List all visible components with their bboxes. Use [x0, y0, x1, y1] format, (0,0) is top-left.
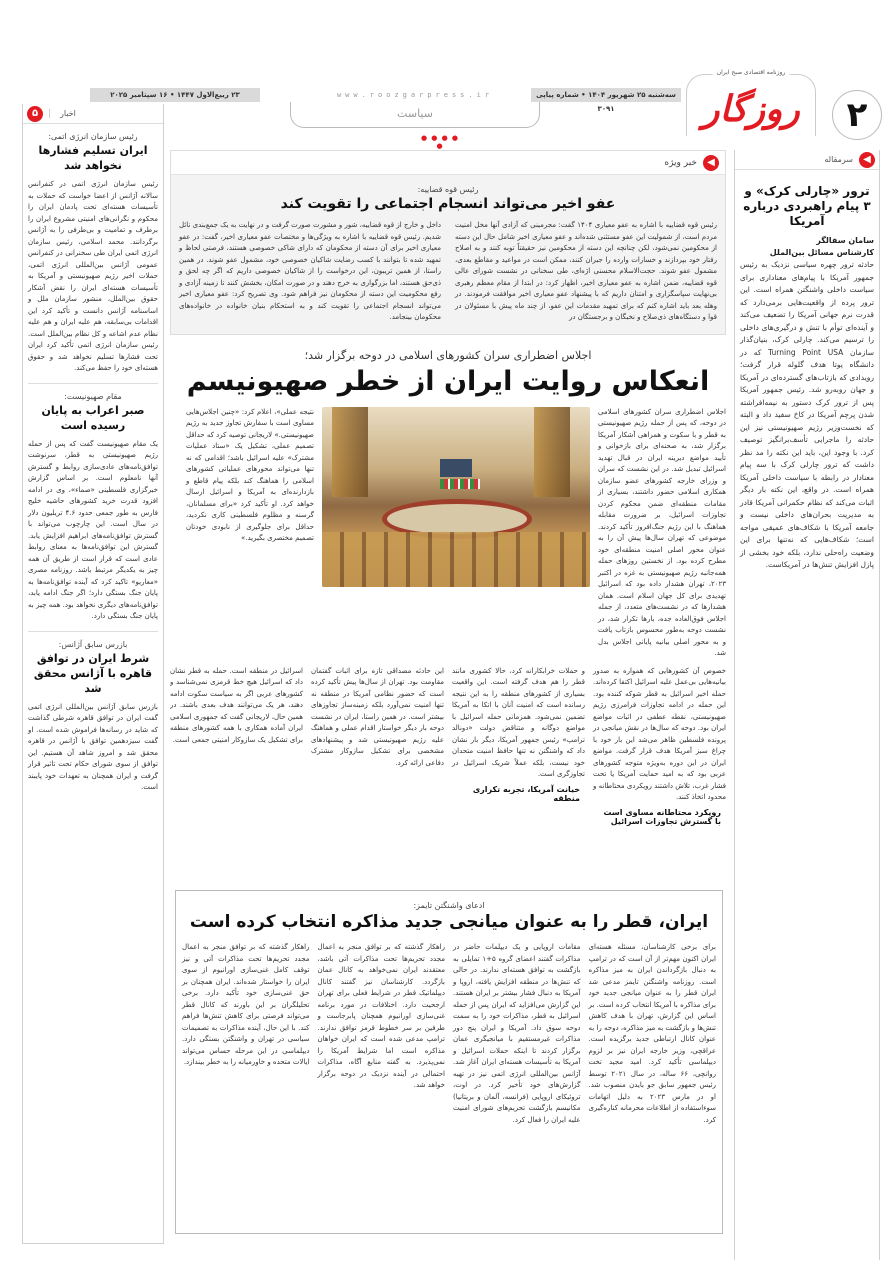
editorial-column: [734, 150, 880, 1260]
lead-title[interactable]: انعکاس روایت ایران از خطر صهیونیسم: [186, 365, 710, 397]
article-title[interactable]: شرط ایران در توافق قاهره با آژانس محقق شد: [33, 651, 153, 695]
bottom-col: راهکار گذشته که بر توافق منجر به اعمال مجدد تحریم‌ها تحت مذاکرات آتی باشد، معتقدند ایران نمی‌خواهد به کانال عمان بازگردد. کارشناسان نیز گفتند کانال دیپلماتیک قطر در شرایط فعلی برای تهران ارجحیت دارد. اختلافات در مورد برنامه غنی‌سازی اورانیوم همچنان پابرجاست و طرفین بر سر خطوط قرمز توافق ندارند. ترامپ مدعی شده است که ایران خواهان مذاکره است اما شرایط آمریکا را نمی‌پذیرد. به گفته منابع آگاه، مذاکرات احتمالی در آینده نزدیک در دوحه برگزار خواهد شد.: [317, 943, 445, 1089]
website-url[interactable]: www.roozgarpress.ir: [336, 91, 494, 99]
featured-body: [171, 220, 725, 334]
photo-screen: [440, 459, 472, 477]
bottom-story-box: [175, 890, 723, 1234]
page-number: ۲: [832, 90, 882, 140]
author-name: سامان سفالگر: [816, 236, 874, 245]
bottom-title[interactable]: ایران، قطر را به عنوان میانجی جدید مذاکره انتخاب کرده است: [189, 912, 709, 932]
news-article[interactable]: [23, 640, 163, 794]
news-column-header: [23, 104, 163, 124]
divider: [28, 631, 158, 632]
bottom-col: برای برخی کارشناسان، مسئله هسته‌ای ایران اکنون مهم‌تر از آن است که در ترامپ به دنبال بازگرداندن ایران به میز مذاکره است. روزنامه واشنگتن تایمز مدعی شد ایران قطر را به عنوان میانجی جدید خود برای مذاکره با آمریکا انتخاب کرده است. بر اساس این گزارش، تهران با هدف کاهش تنش‌ها و بازگشت به میز مذاکره، دوحه را به عنوان کانال ارتباطی جدید برگزیده است. عراقچی، وزیر خارجه ایران نیز بر لزوم دیپلماسی تأکید کرد. امید مجید تخت روانچی، ۶۶ ساله، در سال ۲۰۲۱ توسط رئیس جمهور سابق جو بایدن منصوب شد. او در مارس ۲۰۲۳ به دلیل اتهامات سوءاستفاده از اطلاعات محرمانه کناره‌گیری کرد.: [588, 943, 716, 1124]
editorial-header: [735, 150, 879, 170]
lead-col-right: اجلاس اضطراری سران کشورهای اسلامی در دوحه، که پس از حمله رژیم صهیونیستی به قطر و با سکوت و همراهی آشکار آمریکا برگزار شد، به صحنه‌ای برای بازخوانی و تأیید مواضع دیرینه ایران در قبال تهدید اسرائیل تبدیل شد. در این نشست که سران و وزرای خارجه کشورهای عضو سازمان همکاری اسلامی حضور داشتند، بسیاری از مقامات منطقه‌ای ضمن محکوم کردن تجاوزات اسرائیل، بر ضرورت مقابله هماهنگ با این رژیم جنگ‌افروز تأکید کردند. موضوعی که تهران سال‌ها پیش آن را به عنوان محور اصلی امنیت منطقه‌ای خود مطرح کرده بود. از نخستین روزهای حمله همه‌جانبه رژیم صهیونیستی به غزه در اکتبر ۲۰۲۳، تهران هشدار داده بود که اسرائیل تهدیدی برای کل جهان اسلام است. همان هشدارها که در نشست‌های متعدد، از جمله اجلاس فوق‌العاده جده، بارها تکرار شد، در نشست دوحه به‌طور محسوس بازتاب یافت و به محور اصلی بیانیه پایانی اجلاس بدل شد.: [598, 407, 726, 657]
bottom-body: [176, 942, 722, 1126]
featured-label: خبر ویژه: [664, 157, 697, 168]
news-article[interactable]: [23, 132, 163, 375]
bottom-col: مقامات اروپایی و یک دیپلمات حاضر در مذاکرات گفتند اعضای گروه ۵+۱ تمایلی به بازگشت به توافق هسته‌ای ندارند. در حالی که تنش‌ها در منطقه افزایش یافته، اروپا و آمریکا به دنبال فشار بیشتر بر ایران هستند. این گزارش می‌افزاید که ایران پس از حمله اسرائیل به قطر، مذاکرات خود را به سمت دوحه سوق داد. آمریکا و ایران پنج دور مذاکرات غیرمستقیم با میانجیگری عمان برگزار کردند تا اینکه حملات اسرائیل و آمریکا به تأسیسات هسته‌ای ایران آغاز شد. آژانس بین‌المللی انرژی اتمی نیز در تهیه گزارش‌های خود تأخیر کرد. در اوت، تروئیکای اروپایی (فرانسه، آلمان و بریتانیا) مکانیسم بازگشت تحریم‌های شورای امنیت علیه ایران را فعال کرد.: [453, 943, 581, 1124]
article-body: یک مقام صهیونیست گفت که پس از حمله رژیم صهیونیستی به قطر، سرنوشت توافق‌نامه‌های عادی‌سازی روابط و گسترش آنها نامعلوم است. بر اساس گزارش خبرگزاری فلسطینی «صماء»، وی در ادامه افزود قدرت خرید کشورهای حاشیه خلیج فارس به طور جمعی حدود ۴.۶ تریلیون دلار در سال است. این چارچوب می‌تواند با گسترش توافق‌نامه‌های ابراهیم افزایش یابد. گسترش این توافق‌نامه‌ها به معنای روابط عادی است که قرار است از طریق آن همه چیز به یکدیگر مرتبط باشد. روزنامه مصری «معاریو» تاکید کرد که آینده توافق‌نامه‌ها به پایان جنگ بستگی دارد؛ اگر جنگ ادامه یابد، توافق‌نامه‌های دیگری نخواهد بود. همه چیز به پایان جنگ بستگی دارد.: [28, 439, 158, 620]
bottom-kicker: ادعای واشنگتن تایمز:: [413, 901, 485, 910]
article-title[interactable]: صبر اعراب به پایان رسیده است: [41, 403, 145, 432]
featured-body-left: داخل و خارج از قوه قضاییه، شور و مشورت صورت گرفت و در نهایت به یک جمع‌بندی نائل شدیم. رئیس قوه قضاییه با اشاره به ویژگی‌ها و مختصات عفو معیاری اخیر، گفت: در عفو معیاری اخیر برای آن دسته از محکومان که دارای شاکی خصوصی هستند، فرصتی لحاظ و تمهید شده تا بتوانند با کسب رضایت شاکیان خصوصی خود، مشمول عفو شوند. در همین راستا، از همین تریبون، این درخواست را از شاکیان خصوصی داریم که اگر چه لحق و ذی‌حق هستند، اما بزرگواری به خرج دهند و در صورت امکان، بخشش کنند تا زمینه آزادی و رفع محکومیت این دسته از محکومان نیز فراهم شود. وی تصریح کرد: عفو معیاری اخیر می‌تواند انسجام اجتماعی را تقویت کند و به استحکام بنیان خانواده در خانواده‌های محکومان بینجامد.: [179, 221, 441, 321]
editorial-label: سرمقاله: [824, 155, 853, 164]
lead-col-left-top: نتیجه عملی»، اعلام کرد: «چنین اجلاس‌هایی مساوی است با سفارش تجاوز جدید به رژیم صهیونیستی.» لاریجانی توصیه کرد که حداقل تصمیم عملی، تشکیل یک «ستاد عملیات مشترک» علیه اسرائیل باشد؛ اقدامی که نه تنها می‌تواند محورهای عملیاتی کشورهای اسلامی را هماهنگ کند بلکه پیام قاطع و بازدارنده‌ای به آمریکا و اسرائیل ارسال خواهد کرد. او تأکید کرد «برای مسلمانان، گرسنه و مظلوم فلسطینی کاری نکردید، حداقل برای جلوگیری از نابودی خودتان تصمیم مختصری بگیرید.»: [186, 407, 314, 542]
article-kicker: مقام صهیونیست:: [64, 391, 122, 401]
section-title[interactable]: سیاست: [290, 102, 540, 128]
article-body: رئیس سازمان انرژی اتمی در کنفرانس سالانه آژانس از اعضا خواست که حملات به تأسیسات هسته‌ای تحت پادمان ایران را محکوم و نگرانی‌های امنیتی مشروع ایران را برطرف و تمامیت و بی‌طرفی را به آژانس برگردانند. محمد اسلامی، رئیس سازمان انرژی اتمی ایران طی سخنرانی در کنفرانس عمومی آژانس بین‌المللی انرژی اتمی، حملات اخیر رژیم صهیونیستی و آمریکا به تأسیسات هسته‌ای ایران را نقض آشکار حقوق بین‌الملل، منشور سازمان ملل و اساسنامه آژانس دانست و تأکید کرد این اقدامات بی‌سابقه، هم علیه ایران و هم علیه نظام عدم اشاعه و کل نظام بین‌الملل است. رئیس سازمان انرژی اتمی تأکید کرد ایران تحت فشارها تسلیم نخواهد شد و حقوق هسته‌ای خود را حفظ می‌کند.: [28, 180, 158, 372]
lead-kicker: اجلاس اضطراری سران کشورهای اسلامی در دوحه برگزار شد؛: [304, 348, 592, 362]
editorial-body: حادثه ترور چهره سیاسی نزدیک به رئیس جمهور آمریکا با پیام‌های معناداری برای سیاست داخلی واشنگتن همراه است. این ترور پرده از واقعیت‌هایی برمی‌دارد که قدرت نرم جهانی آمریکا را تضعیف می‌کند و آینده‌ای توأم با تنش و درگیری‌های داخلی را ترسیم می‌کند. چارلی کرک، بنیان‌گذار سازمان Turning Point USA که در دانشگاه یوتا هدف گلوله قرار گرفت؛ رویدادی که بازتاب‌های گسترده‌ای در آمریکا و جهان روبه‌رو شد. رئیس جمهور آمریکا پس از ترور کرک دستور به نیمه‌افراشته شدن پرچم آمریکا در کاخ سفید داد و البته که نخست‌وزیر رژیم صهیونیستی نیز این حادثه را ماجرایی تأسف‌برانگیز توصیف کرد. با وجود این، باید این نکته را مد نظر داشت که ترور چارلی کرک با سه پیام معنادار در رابطه با سیاست داخلی آمریکا همراه است. در واقع، این نکته بار دیگر اثبات می‌کند که نظام حکمرانی آمریکا قادر به مدیریت بحران‌های داخلی نیست و جامعه آمریکا با شکاف‌های عمیقی مواجه است؛ شکاف‌هایی که نه‌تنها برای این وضعیت راه‌حلی ندارد، بلکه خود بخشی از پازل افزایش تنش‌ها در آمریکاست.: [740, 260, 874, 569]
news-column: [22, 104, 164, 1244]
photo-pillar: [534, 407, 570, 497]
bottom-col: راهکار گذشته که بر توافق منجر به اعمال مجدد تحریم‌ها تحت مذاکرات آتی و نیز توقف کامل غنی‌سازی اورانیوم از سوی ایران را خواستار شده‌اند. ایران همچنان بر حق غنی‌سازی خود تأکید دارد. برخی تحلیلگران بر این باورند که کانال قطر می‌تواند فرصتی برای کاهش تنش‌ها فراهم کند. با این حال، آینده مذاکرات به تصمیمات سیاسی در تهران و واشنگتن بستگی دارد. دیپلماسی در این مرحله حساس می‌تواند ایالات متحده و خاورمیانه را به خطر بیندازد.: [182, 943, 310, 1066]
featured-title[interactable]: عفو اخیر می‌تواند انسجام اجتماعی را تقویت کند: [280, 196, 616, 212]
photo-pillar: [332, 407, 368, 497]
date-info: ۲۳ ربیع‌الاول ۱۴۴۷ • ۱۶ سپتامبر ۲۰۲۵: [90, 88, 260, 102]
featured-kicker: رئیس قوه قضاییه:: [417, 185, 479, 194]
main-column: [170, 150, 726, 936]
lead-col-d: اسرائیل در منطقه است. حمله به قطر نشان داد که اسرائیل هیچ خط قرمزی نمی‌شناسد و کشورهای عربی اگر به سیاست سکوت ادامه دهند، هر یک می‌توانند هدف بعدی باشند. در همین حال، لاریجانی گفت که جمهوری اسلامی ایران آماده همکاری با همه کشورهای منطقه برای تشکیل یک سازوکار امنیتی جمعی است.: [170, 666, 303, 744]
article-body: بازرس سابق آژانس بین‌المللی انرژی اتمی گفت ایران در توافق قاهره شرطی گذاشت که شاید در رسانه‌ها فراموش شده است. او گفت سیزدهمین توافق با آژانس در قاهره محقق شد و امروز شاهد آن هستیم. این توافق از سوی شورای حکام تحت تاثیر قرار گرفت و ایران همچنان به تعهدات خود پایبند است.: [28, 702, 158, 791]
lead-subheading: خیانت آمریکا، تجربه تکراری منطقه: [472, 784, 580, 803]
newspaper-logo[interactable]: روزگار: [702, 89, 800, 130]
featured-arrow-icon: ◀: [703, 155, 719, 171]
lead-col-b: و حملات خرابکارانه کرد، حالا کشوری مانند قطر را هم هدف گرفته است. این واقعیت بسیاری از کشورهای منطقه را به این نتیجه رسانده است که امنیت آنان با اتکا به آمریکا تضمین نمی‌شود. همزمانی حمله اسرائیل با مواضع دوگانه و متناقض دولت «دونالد ترامپ» رئیس جمهور آمریکا، دیگر بار نشان داد که واشنگتن نه تنها حافظ امنیت متحدان خود نیست، بلکه عملاً شریک اسرائیل در تجاوزگری است.: [452, 666, 585, 778]
lead-subheading: رویکرد محتاطانه مساوی است با گسترش تجاوزات اسرائیل: [603, 807, 721, 826]
article-kicker: رئیس سازمان انرژی اتمی:: [48, 132, 138, 141]
photo-seats: [322, 532, 590, 587]
photo-flags: [440, 479, 480, 489]
decorative-dots: ● ● ● ● ●: [420, 134, 460, 150]
news-label: اخبار: [49, 109, 76, 118]
featured-body-right: رئیس قوه قضاییه با اشاره به عفو معیاری ۱۴۰۴ گفت: مجرمینی که آزادی آنها مخل امنیت مردم است، از شمولیت این عفو مستثنی شده‌اند و عفو معیاری اخیر شامل حال این دسته از محکومین نمی‌شود، لکن چنانچه این دسته از محکومین نیز حقیقتاً توبه کنند و به اصلاح رفتار خود بپردازند و خسارات وارده را جبران کنند، ممکن است در مواعید و مقاطع بعدی، مشمول عفو شوند. حجت‌الاسلام محسنی اژه‌ای، طی سخنانی در نشست شورای عالی قوه قضاییه، ضمن اشاره به عفو معیاری اخیر، اظهار کرد: در ابتدا از مقام معظم رهبری بی‌نهایت سپاسگزاری و امتنان داریم که با پیشنهاد عفو معیاری اخیر موافقت فرمودند. در وهله بعد باید اشاره کنم که برای تمهید مقدمات این عفو، از چند ماه پیش با مسئولان در قوا و دستگاه‌های ذی‌صلاح و نخبگان و برجستگان در: [455, 221, 718, 321]
lead-col-c: این حادثه مصداقی تازه برای اثبات گفتمان مقاومت بود. تهران از سال‌ها پیش تأکید کرده است که حضور نظامی آمریکا در منطقه نه تنها امنیت نمی‌آورد بلکه زمینه‌ساز تجاوزهای بیشتر است. در همین راستا، ایران در نشست دوحه بار دیگر خواستار اقدام عملی و هماهنگ علیه رژیم صهیونیستی شد و پیشنهادهای مشخصی برای تشکیل سازوکار مشترک دفاعی ارائه کرد.: [311, 666, 444, 767]
logo-container: [686, 69, 816, 136]
divider: [28, 383, 158, 384]
author-role: کارشناس مسائل بین‌الملل: [769, 248, 874, 257]
news-article[interactable]: [23, 392, 163, 623]
section-badge-icon: ۵: [27, 106, 43, 122]
summit-photo[interactable]: [322, 407, 590, 587]
lead-story-top: [170, 407, 726, 660]
logo-tagline: روزنامه اقتصادی صبح ایران: [713, 69, 790, 76]
editorial-title[interactable]: ترور «چارلی کرک» و ۳ پیام راهبردی درباره آمریکا: [743, 184, 871, 228]
issue-info: سه‌شنبه ۲۵ شهریور ۱۴۰۴ • شماره پیاپی ۳۰۹۱: [531, 88, 681, 102]
article-title[interactable]: ایران تسلیم فشارها نخواهد شد: [38, 144, 148, 172]
featured-news-header: [171, 151, 725, 175]
featured-news-box: [170, 150, 726, 335]
lead-col-a: خصوص آن کشورهایی که همواره به صدور بیانیه‌هایی بی‌عمل علیه اسرائیل اکتفا کرده‌اند. حمله اخیر اسرائیل به قطر شوکه کننده بود. این حمله در ادامه تجاوزات فرامرزی رژیم صهیونیستی، نقطه عطفی در اثبات مواضع ایران بود. دوحه که سال‌ها در نقش میانجی در پرونده فلسطین ظاهر می‌شد این بار خود با چراغ سبز آمریکا هدف قرار گرفت. مواضع ایران در این دوره به‌ویژه متوجه کشورهای عربی بود که به امید حمایت آمریکا یا تحت فشار غرب، تلاش داشتند رویکردی محتاطانه و محدود اتخاذ کنند.: [593, 666, 726, 801]
article-kicker: بازرس سابق آژانس:: [58, 639, 128, 649]
editorial-arrow-icon: ◀: [859, 152, 875, 168]
